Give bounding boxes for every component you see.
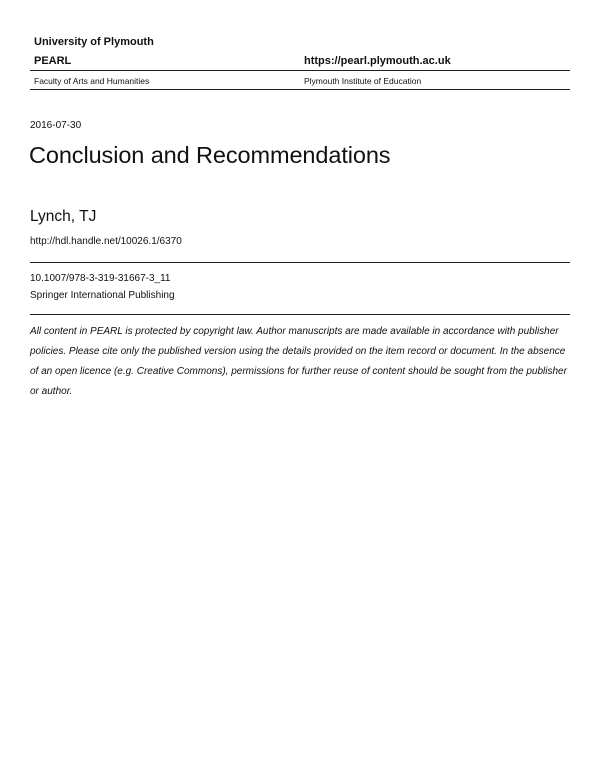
handle-link[interactable]: http://hdl.handle.net/10026.1/6370 (30, 236, 182, 247)
institution-name: University of Plymouth (34, 36, 154, 48)
author-name: Lynch, TJ (30, 208, 97, 225)
faculty-name: Faculty of Arts and Humanities (34, 76, 150, 86)
publication-date: 2016-07-30 (30, 120, 82, 131)
publisher: Springer International Publishing (30, 290, 175, 301)
sub-header-row (30, 71, 570, 90)
document-title: Conclusion and Recommendations (29, 142, 391, 168)
institute-name: Plymouth Institute of Education (304, 76, 422, 86)
repository-url[interactable]: https://pearl.plymouth.ac.uk (304, 55, 451, 67)
divider (30, 262, 570, 263)
doi: 10.1007/978-3-319-31667-3_11 (30, 273, 171, 284)
copyright-notice: All content in PEARL is protected by copyright law. Author manuscripts are made available in accordance with publisher policies. Please cite only the published version using the details provided on the item record or document. In the absence of an open licence (e.g. Creative Commons), permissions for further reuse of content should be sought from the publisher or author. (30, 326, 567, 397)
divider (30, 314, 570, 315)
repository-name: PEARL (34, 55, 72, 67)
header-row (30, 54, 570, 71)
